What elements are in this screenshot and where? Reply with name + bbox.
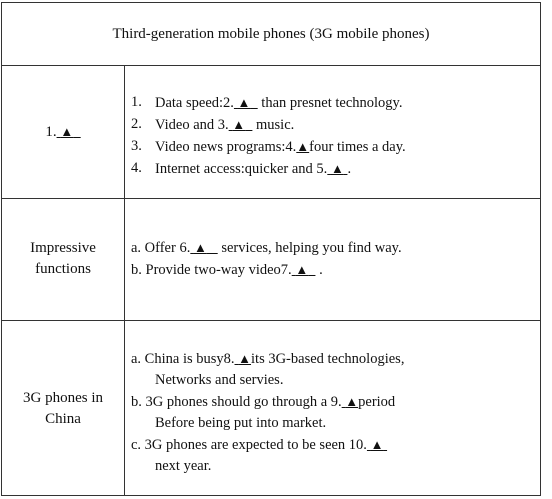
blank-6: ▲	[193, 240, 207, 255]
blank-5: ▲	[330, 161, 344, 176]
blank-2: ▲	[237, 95, 251, 110]
row2-content-cell	[125, 237, 540, 281]
row2-label: Impressive functions	[30, 240, 96, 277]
row3-label: 3G phones in China	[23, 389, 103, 427]
blank-8: ▲	[238, 351, 252, 366]
blank-1: ▲	[60, 123, 74, 139]
row1-list	[125, 92, 540, 180]
function-line: a. Offer 6. ▲ services, helping you find way.	[131, 237, 540, 259]
blank-10: ▲	[370, 437, 384, 452]
outline-table	[1, 2, 541, 496]
list-item: 1. Data speed:2. ▲ than presnet technology.	[125, 92, 540, 114]
china-line: c. 3G phones are expected to be seen 10. ▲	[131, 434, 540, 456]
row3-content-cell	[125, 348, 540, 477]
china-line-continued: Before being put into market.	[155, 415, 327, 431]
row2-label-cell	[2, 198, 124, 320]
china-line-continued: next year.	[155, 458, 212, 474]
row3-label-cell	[2, 320, 124, 497]
table-title: Third-generation mobile phones (3G mobile phones)	[112, 25, 430, 42]
china-line: a. China is busy8. ▲its 3G-based technologies,	[131, 348, 540, 370]
row1-label-cell	[2, 65, 124, 198]
function-line: b. Provide two-way video7. ▲ .	[131, 259, 540, 281]
china-line: b. 3G phones should go through a 9. ▲period	[131, 391, 540, 413]
list-item: 3. Video news programs:4.▲four times a day.	[125, 136, 540, 158]
blank-4: ▲	[296, 139, 310, 154]
row1-label: 1. ▲	[45, 121, 80, 143]
list-item: 4. Internet access:quicker and 5. ▲ .	[125, 158, 540, 180]
row1-content-cell	[125, 92, 540, 180]
blank-3: ▲	[232, 117, 246, 132]
list-item: 2. Video and 3. ▲ music.	[125, 114, 540, 136]
china-line-continued: Networks and servies.	[155, 372, 284, 388]
blank-7: ▲	[295, 262, 309, 277]
blank-9: ▲	[345, 394, 359, 409]
